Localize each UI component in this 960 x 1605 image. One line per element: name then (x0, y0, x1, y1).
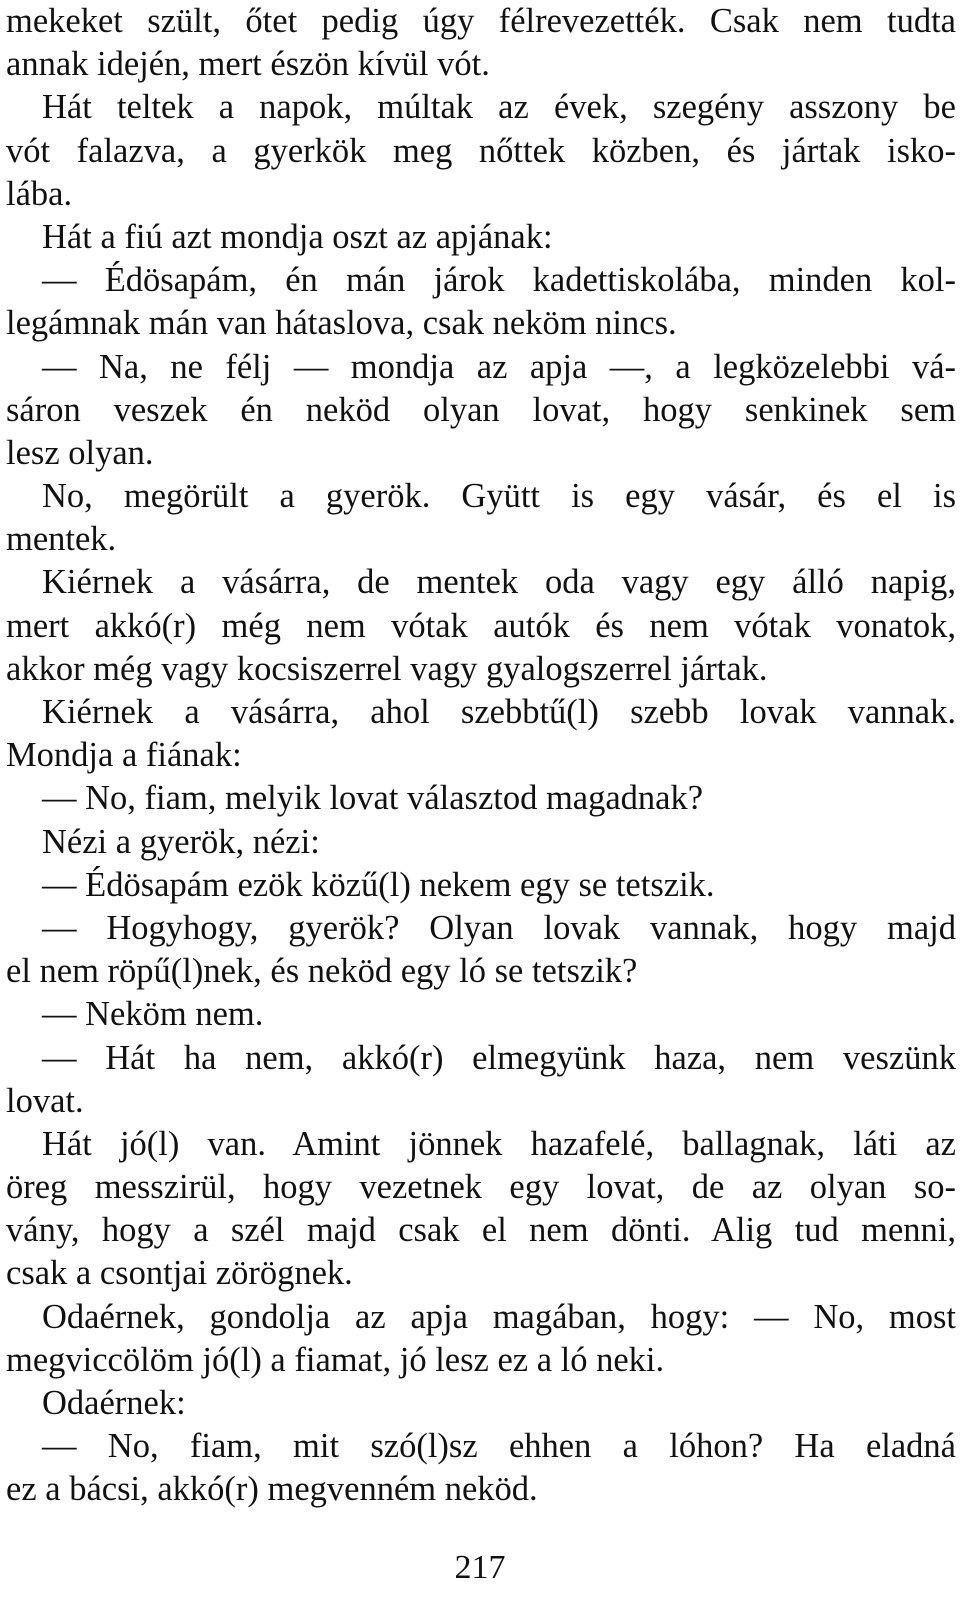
text-line: mert akkó(r) még nem vótak autók és nem vótak vonatok, (6, 606, 956, 645)
text-line: mentek. (6, 520, 117, 559)
text-line: No, megörült a gyerök. Gyütt is egy vásár, és el is (42, 477, 956, 516)
text-line: Hát jó(l) van. Amint jönnek hazafelé, ballagnak, láti az (42, 1124, 956, 1163)
page-number: 217 (454, 1549, 506, 1586)
text-line: lesz olyan. (6, 433, 154, 472)
text-line: mekeket szült, őtet pedig úgy félrevezették. Csak nem tudta (6, 2, 956, 40)
text-line: — Na, ne félj — mondja az apja —, a legközelebbi vá- (42, 347, 956, 386)
text-line: lába. (6, 174, 73, 213)
text-line: — No, fiam, melyik lovat választod magadnak? (42, 779, 704, 818)
text-line: lovat. (6, 1081, 84, 1120)
text-line: akkor még vagy kocsiszerrel vagy gyalogszerrel jártak. (6, 649, 768, 688)
text-line: — Hát ha nem, akkó(r) elmegyünk haza, nem veszünk (42, 1038, 956, 1077)
text-line: el nem röpű(l)nek, és neköd egy ló se tetszik? (6, 952, 638, 991)
text-line: Odaérnek: (42, 1384, 186, 1422)
text-line: legámnak mán van hátaslova, csak neköm nincs. (6, 304, 677, 343)
text-line: ez a bácsi, akkó(r) megvenném neköd. (6, 1470, 538, 1509)
text-line: megviccölöm jó(l) a fiamat, jó lesz ez a ló neki. (6, 1340, 665, 1379)
text-line: csak a csontjai zörögnek. (6, 1254, 353, 1293)
text-line: — Édösapám, én mán járok kadettiskolába, minden kol- (42, 261, 956, 300)
text-line: — No, fiam, mit szó(l)sz ehhen a lóhon? Ha eladná (42, 1427, 956, 1466)
text-line: Kiérnek a vásárra, ahol szebbtű(l) szebb lovak vannak. (42, 693, 956, 731)
text-line: öreg messzirül, hogy vezetnek egy lovat, de az olyan so- (6, 1168, 956, 1207)
text-line: Hát teltek a napok, múltak az évek, szegény asszony be (42, 88, 956, 127)
text-line: — Édösapám ezök közű(l) nekem egy se tetszik. (42, 865, 715, 904)
text-line: Hát a fiú azt mondja oszt az apjának: (42, 217, 553, 256)
text-line: — Hogyhogy, gyerök? Olyan lovak vannak, hogy majd (42, 908, 956, 947)
text-line: vány, hogy a szél majd csak el nem dönti. Alig tud menni, (6, 1211, 956, 1250)
text-line: Mondja a fiának: (6, 736, 242, 775)
text-line: Kiérnek a vásárra, de mentek oda vagy egy álló napig, (42, 563, 956, 602)
text-line: annak idején, mert észön kívül vót. (6, 45, 490, 84)
body-text (6, 0, 956, 1512)
text-line: sáron veszek én neköd olyan lovat, hogy senkinek sem (6, 390, 956, 429)
text-line: vót falazva, a gyerkök meg nőttek közben, és jártak isko- (6, 131, 956, 170)
text-line: — Neköm nem. (42, 995, 264, 1034)
text-line: Odaérnek, gondolja az apja magában, hogy: — No, most (42, 1297, 956, 1336)
text-line: Nézi a gyerök, nézi: (42, 822, 320, 861)
